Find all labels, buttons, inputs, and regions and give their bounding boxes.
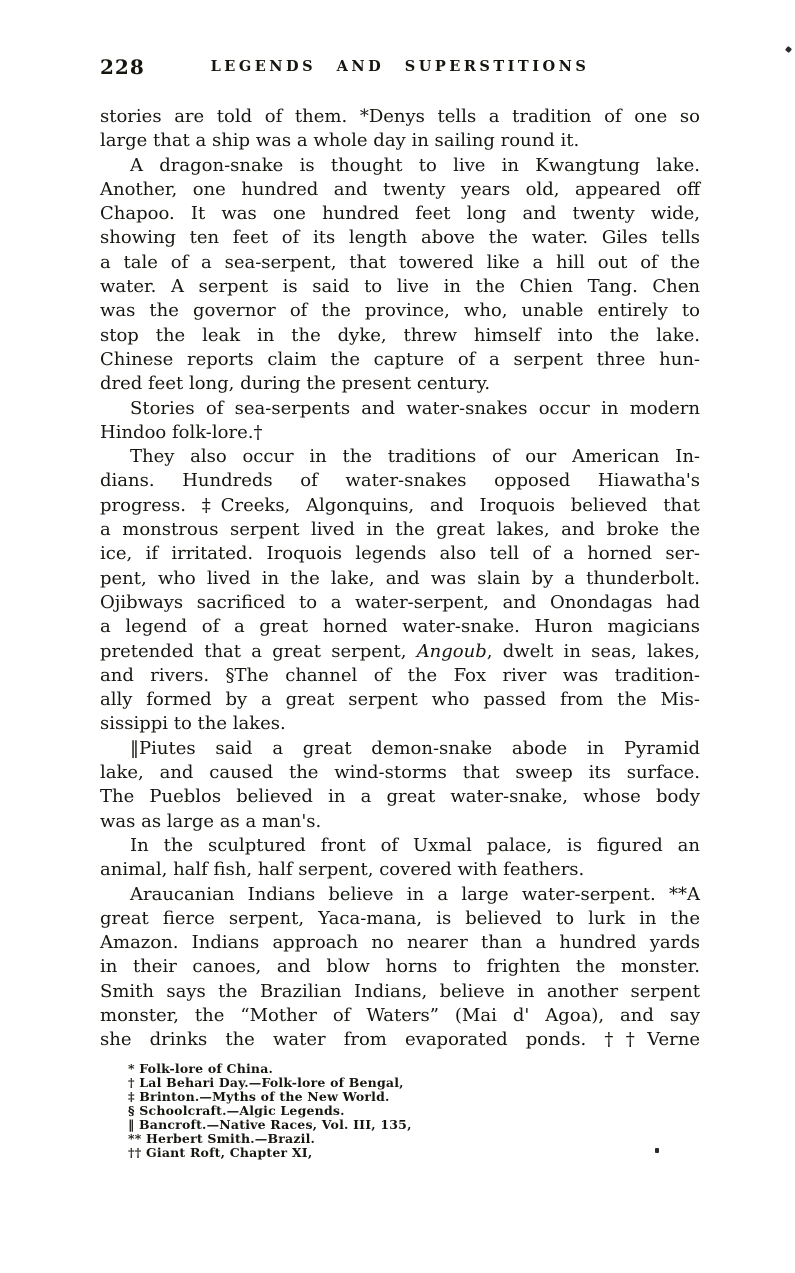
text-line: Chinese reports claim the capture of a serpent three hun- bbox=[100, 348, 700, 370]
text-line: a monstrous serpent lived in the great lakes, and broke the bbox=[100, 519, 700, 541]
footnotes bbox=[128, 1062, 628, 1160]
footnote-line: †† Giant Roft, Chapter XI, bbox=[128, 1145, 313, 1160]
text-line: Amazon. Indians approach no nearer than a hundred yards bbox=[100, 932, 700, 954]
paragraph bbox=[100, 737, 700, 834]
footnote-line: § Schoolcraft.—Algic Legends. bbox=[128, 1103, 345, 1118]
text-line: Araucanian Indians believe in a large water-serpent. **A bbox=[130, 883, 700, 905]
text-line: great fierce serpent, Yaca-mana, is believed to lurk in the bbox=[100, 907, 700, 929]
text-line: dians. Hundreds of water-snakes opposed Hiawatha's bbox=[100, 470, 700, 492]
ink-speck bbox=[785, 46, 792, 53]
paragraph bbox=[100, 105, 700, 154]
text-line: stop the leak in the dyke, threw himself into the lake. bbox=[100, 324, 700, 346]
footnote-line: ** Herbert Smith.—Brazil. bbox=[128, 1131, 316, 1146]
text-line: in their canoes, and blow horns to frighten the monster. bbox=[100, 956, 700, 978]
page-body bbox=[100, 105, 700, 1053]
text-line: showing ten feet of its length above the water. Giles tells bbox=[100, 227, 700, 249]
running-title: LEGENDS AND SUPERSTITIONS bbox=[210, 58, 590, 75]
footnote-line: ‖ Bancroft.—Native Races, Vol. III, 135, bbox=[128, 1117, 412, 1132]
text-line: ice, if irritated. Iroquois legends also tell of a horned ser- bbox=[100, 543, 700, 565]
text-line: animal, half fish, half serpent, covered with feathers. bbox=[100, 859, 585, 881]
text-line: progress. ‡Creeks, Algonquins, and Iroquois believed that bbox=[100, 494, 700, 516]
text-line: ally formed by a great serpent who passed from the Mis- bbox=[100, 689, 700, 711]
footnote-line: * Folk-lore of China. bbox=[128, 1061, 274, 1076]
text-line: a tale of a sea-serpent, that towered like a hill out of the bbox=[100, 251, 700, 273]
text-line: and rivers. §The channel of the Fox river was tradition- bbox=[100, 664, 700, 686]
text-line: Stories of sea-serpents and water-snakes occur in modern bbox=[130, 397, 700, 419]
page-number: 228 bbox=[100, 55, 145, 79]
paragraph bbox=[100, 154, 700, 397]
text-line: sissippi to the lakes. bbox=[100, 713, 286, 735]
text-line: ‖Piutes said a great demon-snake abode in Pyramid bbox=[130, 737, 700, 759]
text-line: The Pueblos believed in a great water-snake, whose body bbox=[100, 786, 700, 808]
ink-speck bbox=[655, 1148, 659, 1153]
text-line: Hindoo folk-lore.† bbox=[100, 421, 263, 443]
text-line: Smith says the Brazilian Indians, believe in another serpent bbox=[100, 980, 700, 1002]
text-line: dred feet long, during the present century. bbox=[100, 373, 491, 395]
text-line: a legend of a great horned water-snake. Huron magicians bbox=[100, 616, 700, 638]
text-line: lake, and caused the wind-storms that sweep its surface. bbox=[100, 762, 700, 784]
page-header bbox=[100, 55, 700, 79]
text-line: was the governor of the province, who, unable entirely to bbox=[100, 300, 700, 322]
text-line: They also occur in the traditions of our American In- bbox=[130, 446, 700, 468]
text-line: In the sculptured front of Uxmal palace, is figured an bbox=[130, 834, 700, 856]
paragraph bbox=[100, 397, 700, 446]
text-line: A dragon-snake is thought to live in Kwangtung lake. bbox=[130, 154, 700, 176]
paragraph bbox=[100, 883, 700, 1053]
text-line: Chapoo. It was one hundred feet long and twenty wide, bbox=[100, 203, 700, 225]
text-line: Another, one hundred and twenty years old, appeared off bbox=[100, 178, 700, 200]
text-line: Ojibways sacrificed to a water-serpent, and Onondagas had bbox=[100, 591, 700, 613]
text-line: water. A serpent is said to live in the Chien Tang. Chen bbox=[100, 276, 700, 298]
paragraph bbox=[100, 834, 700, 883]
text-line: monster, the “Mother of Waters” (Mai d' Agoa), and say bbox=[100, 1004, 700, 1026]
text-line: stories are told of them. *Denys tells a tradition of one so bbox=[100, 106, 700, 127]
text-line: pretended that a great serpent, Angoub, dwelt in seas, lakes, bbox=[100, 640, 700, 662]
footnote-line: † Lal Behari Day.—Folk-lore of Bengal, bbox=[128, 1075, 404, 1090]
paragraph bbox=[100, 445, 700, 737]
text-line: was as large as a man's. bbox=[100, 810, 322, 832]
text-line: large that a ship was a whole day in sailing round it. bbox=[100, 130, 580, 152]
text-line: pent, who lived in the lake, and was slain by a thunderbolt. bbox=[100, 567, 700, 589]
footnote-line: ‡ Brinton.—Myths of the New World. bbox=[128, 1089, 390, 1104]
text-line: she drinks the water from evaporated ponds. ††Verne bbox=[100, 1029, 700, 1051]
